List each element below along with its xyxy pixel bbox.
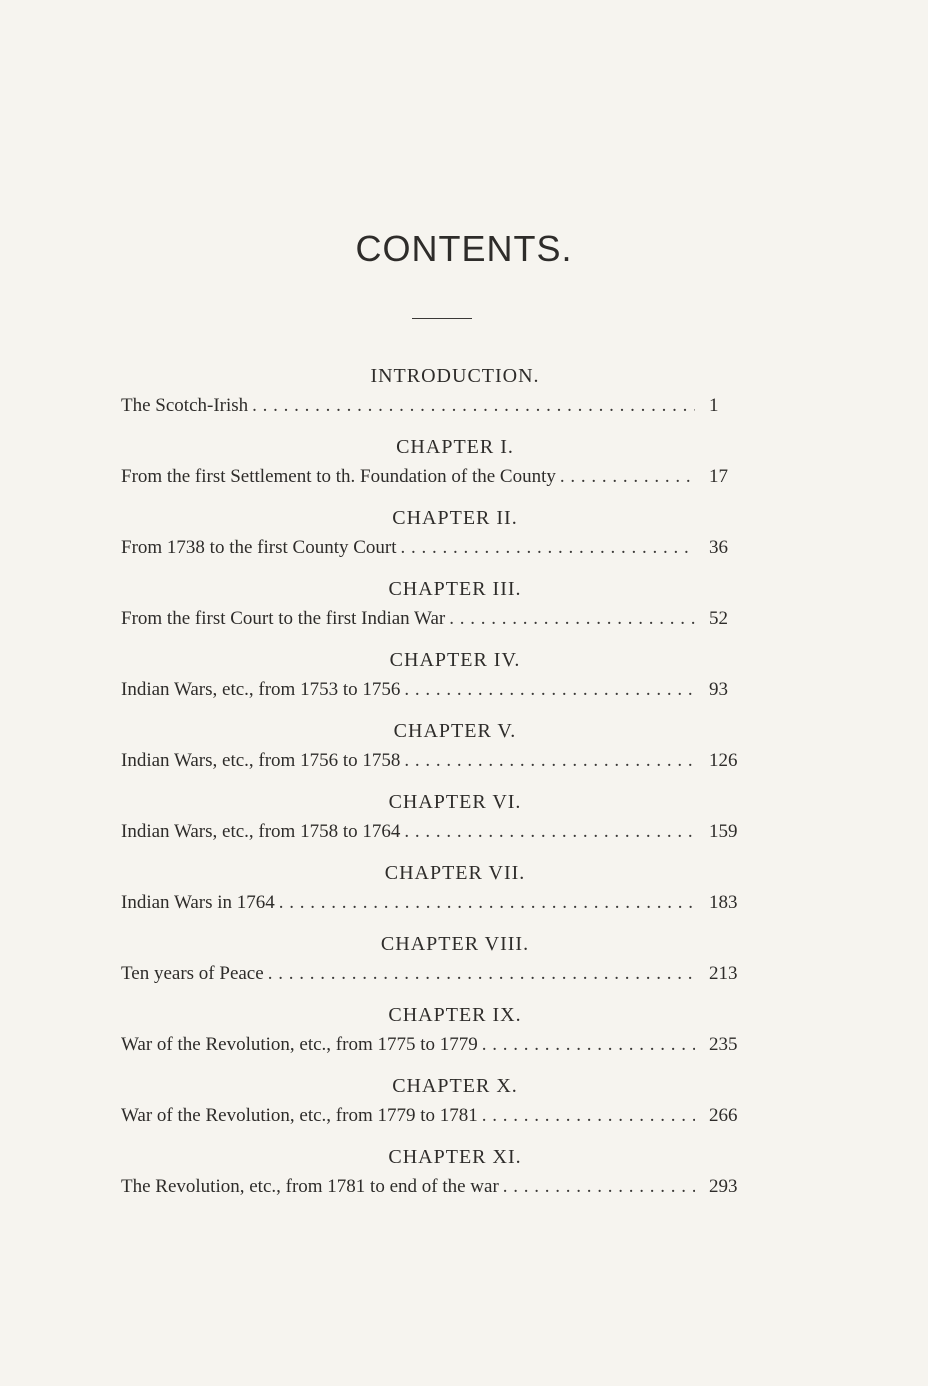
toc-entry — [121, 1030, 769, 1060]
toc-section-chapter-3 — [121, 574, 769, 645]
section-heading: CHAPTER V. — [393, 720, 517, 742]
title-divider — [412, 318, 472, 319]
toc-entry — [121, 1172, 769, 1202]
page-number: 17 — [709, 466, 728, 487]
entry-title: The Scotch-Irish — [121, 395, 249, 416]
section-heading: CHAPTER I. — [396, 436, 514, 458]
entry-title: The Revolution, etc., from 1781 to end of the war — [121, 1176, 499, 1197]
page-number: 36 — [709, 537, 728, 558]
page-number: 213 — [709, 963, 738, 984]
table-of-contents — [121, 361, 769, 1213]
entry-title: Indian Wars in 1764 — [121, 892, 275, 913]
page-number: 183 — [709, 892, 738, 913]
toc-section-introduction — [121, 361, 769, 432]
toc-entry — [121, 533, 769, 563]
toc-entry — [121, 959, 769, 989]
entry-title: Indian Wars, etc., from 1758 to 1764 — [121, 821, 401, 842]
page-number: 293 — [709, 1176, 738, 1197]
dot-leader — [248, 391, 695, 421]
toc-entry — [121, 746, 769, 776]
toc-entry — [121, 462, 769, 492]
page-number: 266 — [709, 1105, 738, 1126]
toc-entry — [121, 1101, 769, 1131]
page-number: 52 — [709, 608, 728, 629]
page-number: 235 — [709, 1034, 738, 1055]
section-heading: CHAPTER IV. — [389, 649, 521, 671]
entry-title: War of the Revolution, etc., from 1775 to 1779 — [121, 1034, 478, 1055]
dot-leader — [445, 604, 695, 634]
page-number: 126 — [709, 750, 738, 771]
toc-section-chapter-10 — [121, 1071, 769, 1142]
entry-title: Indian Wars, etc., from 1756 to 1758 — [121, 750, 401, 771]
section-heading: CHAPTER VI. — [388, 791, 522, 813]
toc-section-chapter-2 — [121, 503, 769, 574]
entry-title: Indian Wars, etc., from 1753 to 1756 — [121, 679, 401, 700]
page-number: 1 — [709, 395, 719, 416]
dot-leader — [275, 888, 695, 918]
page-number: 93 — [709, 679, 728, 700]
dot-leader — [400, 675, 695, 705]
entry-title: From 1738 to the first County Court — [121, 537, 397, 558]
page-number: 159 — [709, 821, 738, 842]
section-heading: CHAPTER IX. — [388, 1004, 522, 1026]
dot-leader — [478, 1030, 695, 1060]
section-heading: CHAPTER VII. — [384, 862, 526, 884]
toc-entry — [121, 817, 769, 847]
dot-leader — [556, 462, 695, 492]
dot-leader — [400, 746, 695, 776]
section-heading: CHAPTER XI. — [388, 1146, 522, 1168]
page-title: CONTENTS. — [355, 228, 573, 269]
dot-leader — [397, 533, 696, 563]
dot-leader — [264, 959, 695, 989]
toc-section-chapter-6 — [121, 787, 769, 858]
section-heading: CHAPTER VIII. — [380, 933, 530, 955]
section-heading: CHAPTER III. — [388, 578, 522, 600]
toc-entry — [121, 888, 769, 918]
section-heading: CHAPTER X. — [392, 1075, 518, 1097]
toc-entry — [121, 675, 769, 705]
toc-section-chapter-7 — [121, 858, 769, 929]
toc-section-chapter-5 — [121, 716, 769, 787]
dot-leader — [499, 1172, 695, 1202]
toc-section-chapter-4 — [121, 645, 769, 716]
dot-leader — [478, 1101, 695, 1131]
dot-leader — [400, 817, 695, 847]
toc-entry — [121, 604, 769, 634]
toc-section-chapter-9 — [121, 1000, 769, 1071]
toc-entry — [121, 391, 769, 421]
section-heading: INTRODUCTION. — [370, 365, 540, 387]
section-heading: CHAPTER II. — [392, 507, 518, 529]
toc-section-chapter-11 — [121, 1142, 769, 1213]
entry-title: War of the Revolution, etc., from 1779 to 1781 — [121, 1105, 478, 1126]
entry-title: From the first Settlement to th. Foundation of the County — [121, 466, 556, 487]
entry-title: From the first Court to the first Indian War — [121, 608, 446, 629]
toc-section-chapter-8 — [121, 929, 769, 1000]
toc-section-chapter-1 — [121, 432, 769, 503]
entry-title: Ten years of Peace — [121, 963, 264, 984]
